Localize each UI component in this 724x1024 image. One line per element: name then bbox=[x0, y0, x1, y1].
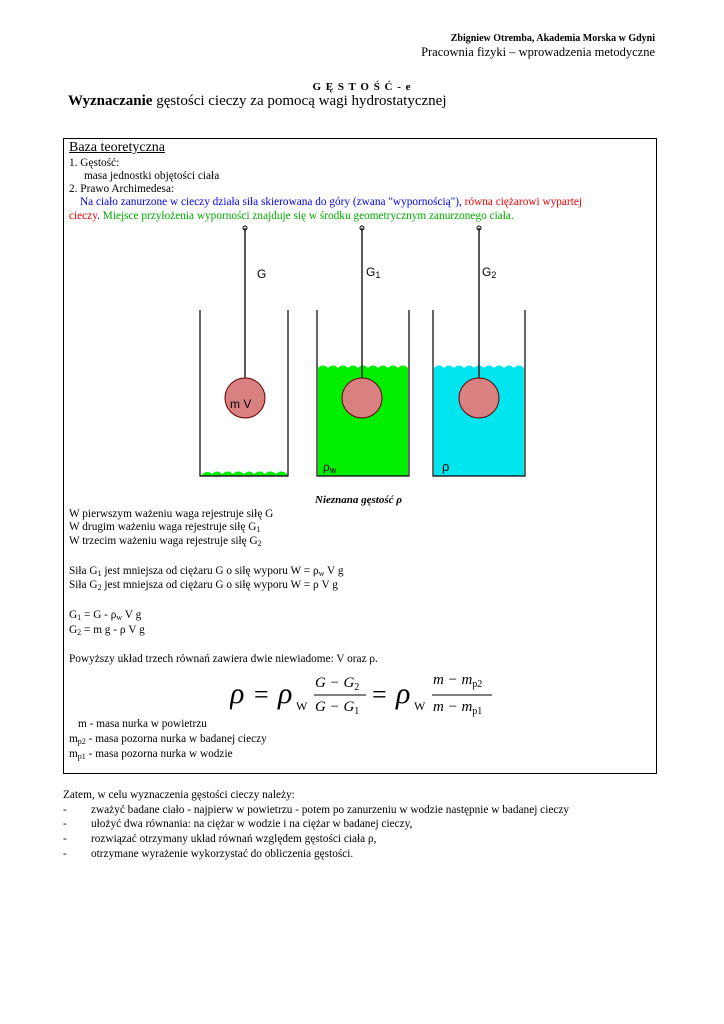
def-m: m - masa nurka w powietrzu bbox=[78, 718, 207, 730]
heading-bold: Wyznaczanie bbox=[68, 93, 153, 109]
label-g: G bbox=[257, 267, 267, 281]
course-subtitle: Pracownia fizyki – wprowadzenia metodyczne bbox=[421, 45, 655, 59]
formula-den-2: $m - m_{p1}$ bbox=[433, 699, 483, 717]
container-water bbox=[317, 226, 409, 476]
archimedes-dot: . bbox=[97, 210, 100, 222]
thin-water-layer bbox=[201, 472, 287, 477]
density-definition: masa jednostki objętości ciała bbox=[84, 170, 220, 182]
procedure-dash-2: - bbox=[63, 818, 67, 830]
archimedes-line-1 bbox=[80, 196, 582, 209]
body-in-liquid bbox=[459, 378, 499, 418]
weighing-1: W pierwszym ważeniu waga rejestruje siłę G bbox=[69, 508, 274, 520]
heading-rest: gęstości cieczy za pomocą wagi hydrostatycznej bbox=[152, 93, 447, 109]
weighing-3: W trzecim ważeniu waga rejestruje siłę $G_2$ bbox=[69, 535, 262, 548]
force-g1-line: Siła $G_1$ jest mniejsza od ciężaru G o siłę wyporu $W = \rho_w$ V g bbox=[69, 565, 344, 578]
procedure-intro: Zatem, w celu wyznaczenia gęstości cieczy należy: bbox=[63, 789, 295, 801]
hydrostatic-diagram bbox=[180, 218, 540, 480]
def-mp1: $m_{p1}$ - masa pozorna nurka w wodzie bbox=[69, 748, 233, 761]
formula-eq-2: = bbox=[372, 680, 387, 709]
procedure-dash-4: - bbox=[63, 848, 67, 860]
formula-num-1: $G - G_2$ bbox=[315, 675, 360, 693]
label-rho-w: ρw bbox=[323, 460, 337, 475]
label-g1: G1 bbox=[366, 265, 381, 280]
formula-w-1: W bbox=[296, 699, 308, 713]
density-formula bbox=[230, 670, 510, 720]
theory-heading: Baza teoretyczna bbox=[69, 140, 165, 155]
formula-rho-w-2: ρ bbox=[396, 677, 411, 710]
page-heading bbox=[68, 93, 446, 110]
archimedes-blue-text: Na ciało zanurzone w cieczy działa siła skierowana do góry (zwana "wypornością"), bbox=[80, 196, 462, 208]
def-mp2: $m_{p2}$ - masa pozorna nurka w badanej cieczy bbox=[69, 733, 267, 746]
item-archimedes: 2. Prawo Archimedesa: bbox=[69, 183, 175, 195]
formula-num-2: $m - m_{p2}$ bbox=[433, 672, 483, 690]
label-rho: ρ bbox=[442, 459, 450, 474]
force-g2-line: Siła $G_2$ jest mniejsza od ciężaru G o siłę wyporu W = ρ V g bbox=[69, 579, 338, 592]
procedure-item-2: ułożyć dwa równania: na ciężar w wodzie i na ciężar w badanej cieczy, bbox=[91, 818, 413, 830]
unknown-density-caption: Nieznana gęstość ρ bbox=[315, 494, 402, 506]
procedure-dash-1: - bbox=[63, 804, 67, 816]
procedure-item-3: rozwiązać otrzymany układ równań względem gęstości ciała ρ, bbox=[91, 833, 377, 845]
archimedes-red-text-2: cieczy bbox=[69, 210, 98, 222]
author-line: Zbigniew Otremba, Akademia Morska w Gdyni bbox=[450, 33, 655, 44]
page-title: G Ę S T O Ś Ć - e bbox=[312, 81, 412, 93]
formula-rho: ρ bbox=[230, 677, 245, 710]
system-note: Powyższy układ trzech równań zawiera dwie niewiadome: V oraz ρ. bbox=[69, 653, 378, 665]
procedure-item-4: otrzymane wyrażenie wykorzystać do obliczenia gęstości. bbox=[91, 848, 354, 860]
procedure-dash-3: - bbox=[63, 833, 67, 845]
item-density: 1. Gęstość: bbox=[69, 157, 120, 169]
label-g2: G2 bbox=[482, 265, 497, 280]
formula-w-2: W bbox=[414, 699, 426, 713]
label-mv: m V bbox=[230, 397, 252, 411]
formula-rho-w-1: ρ bbox=[278, 677, 293, 710]
equation-g2: $G_2 = m$ g - ρ V g bbox=[69, 624, 145, 637]
equation-g1: $G_1 = G - \rho_w$ V g bbox=[69, 609, 142, 622]
body-in-water bbox=[342, 378, 382, 418]
procedure-item-1: zważyć badane ciało - najpierw w powietrzu - potem po zanurzeniu w wodzie następnie w badanej cieczy bbox=[91, 804, 570, 816]
weighing-2: W drugim ważeniu waga rejestruje siłę $G_1$ bbox=[69, 521, 261, 534]
formula-den-1: $G - G_1$ bbox=[315, 699, 360, 717]
archimedes-green-text: Miejsce przyłożenia wyporności znajduje się w środku geometrycznym zanurzonego ciała. bbox=[99, 210, 514, 222]
archimedes-red-text: równa ciężarowi wypartej bbox=[461, 196, 582, 208]
container-liquid bbox=[433, 226, 525, 476]
container-air bbox=[200, 226, 288, 476]
formula-eq-1: = bbox=[254, 680, 269, 709]
